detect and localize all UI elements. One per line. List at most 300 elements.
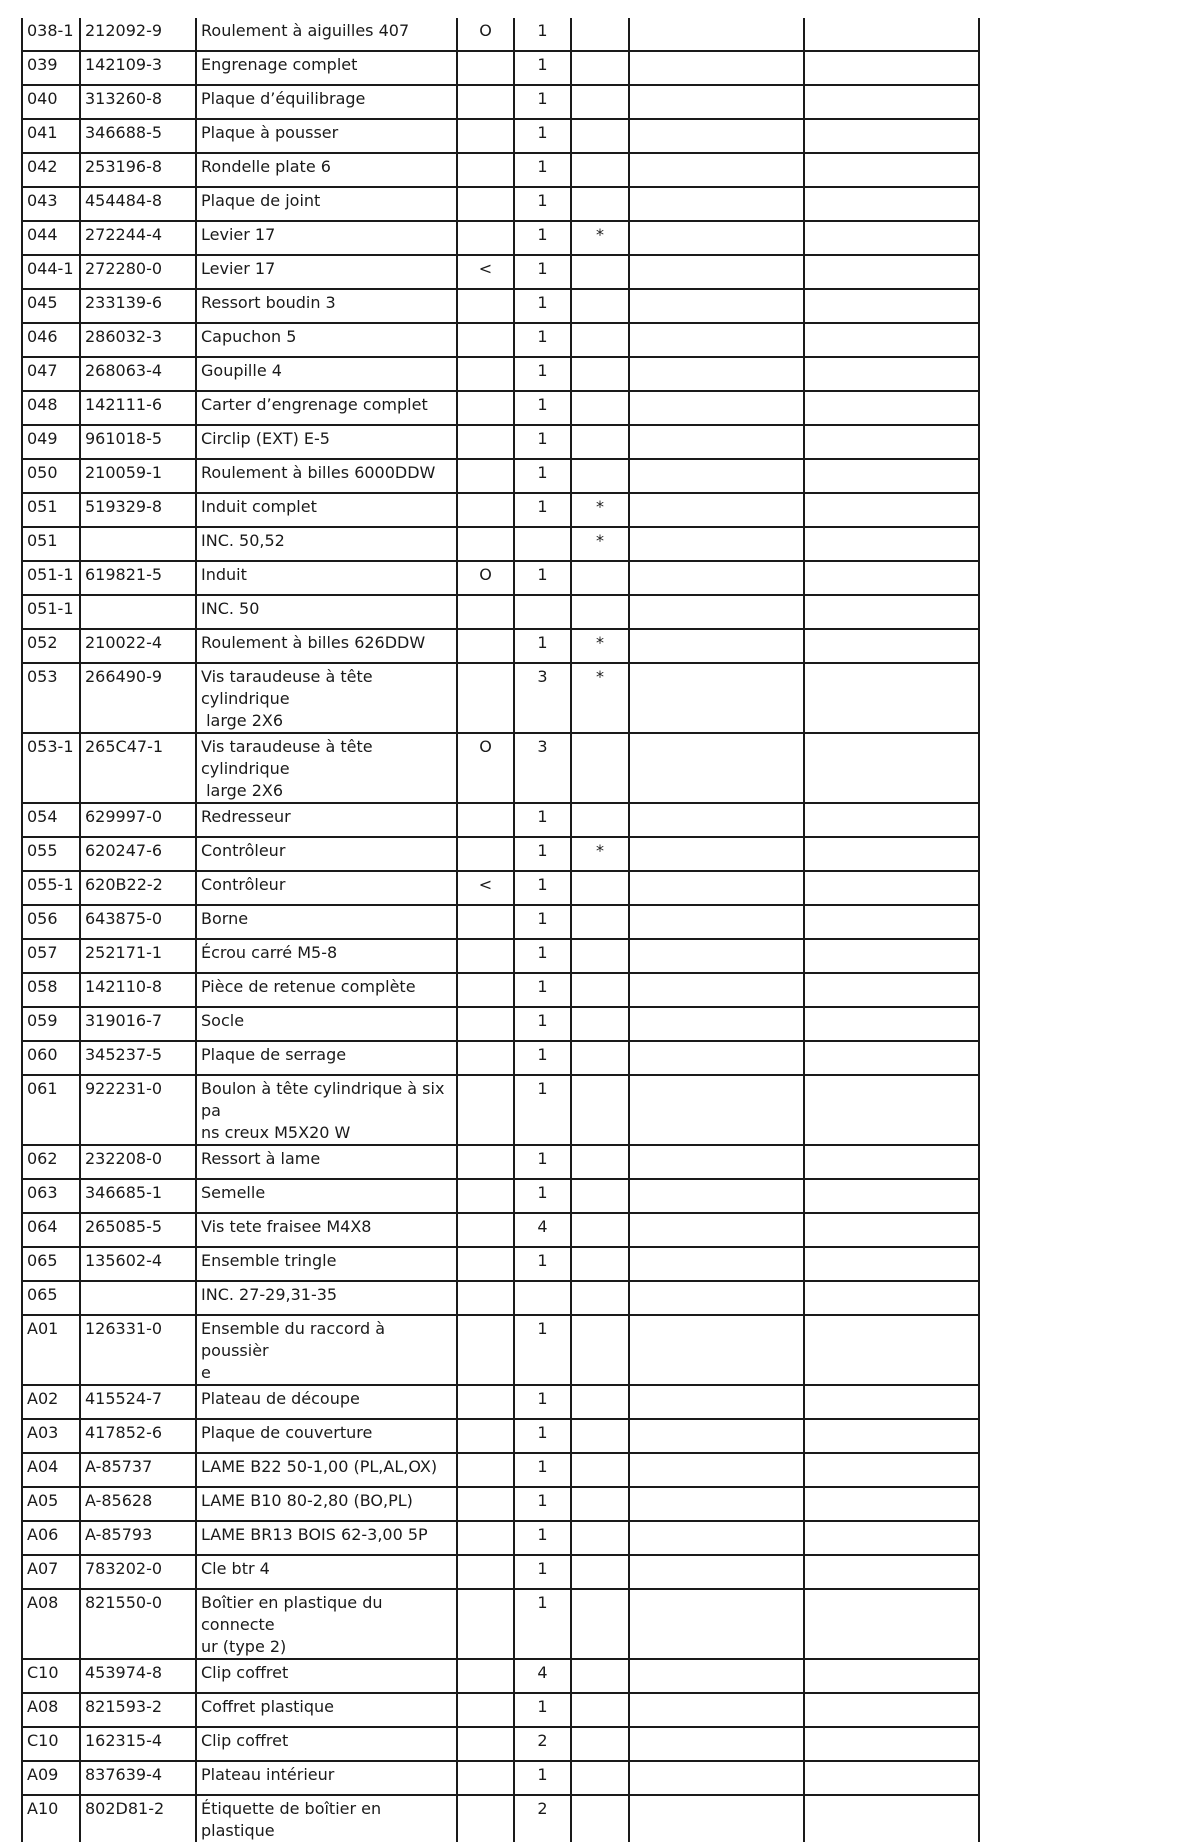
description-cell xyxy=(196,357,457,391)
quantity-cell: 2 xyxy=(514,1727,571,1761)
ref-number-cell: A02 xyxy=(22,1385,80,1419)
blank-cell xyxy=(629,187,804,221)
ref-number-cell: 064 xyxy=(22,1213,80,1247)
table-row xyxy=(22,187,979,221)
description-line: Clip coffret xyxy=(201,1731,289,1750)
quantity-cell: 4 xyxy=(514,1659,571,1693)
description-cell xyxy=(196,1487,457,1521)
quantity-cell: 1 xyxy=(514,153,571,187)
blank-cell xyxy=(629,119,804,153)
part-number-cell: 837639-4 xyxy=(80,1761,196,1795)
description-line: Induit complet xyxy=(201,497,317,516)
description-line: Écrou carré M5-8 xyxy=(201,943,338,962)
note-mark-cell: * xyxy=(571,527,629,561)
quantity-cell: 1 xyxy=(514,357,571,391)
change-flag-cell: O xyxy=(457,18,514,51)
change-flag-cell xyxy=(457,837,514,871)
change-flag-cell xyxy=(457,1315,514,1385)
note-mark-cell: * xyxy=(571,221,629,255)
note-mark-cell xyxy=(571,1521,629,1555)
change-flag-cell xyxy=(457,357,514,391)
change-flag-cell xyxy=(457,1659,514,1693)
change-flag-cell xyxy=(457,85,514,119)
quantity-cell: 1 xyxy=(514,493,571,527)
change-flag-cell xyxy=(457,493,514,527)
quantity-cell: 1 xyxy=(514,187,571,221)
blank-cell xyxy=(629,1247,804,1281)
description-line: Engrenage complet xyxy=(201,55,358,74)
blank-cell xyxy=(629,459,804,493)
part-number-cell: A-85793 xyxy=(80,1521,196,1555)
description-line: INC. 50,52 xyxy=(201,531,285,550)
blank-cell xyxy=(804,803,979,837)
part-number-cell: 620247-6 xyxy=(80,837,196,871)
change-flag-cell xyxy=(457,905,514,939)
note-mark-cell xyxy=(571,1385,629,1419)
ref-number-cell: 055-1 xyxy=(22,871,80,905)
quantity-cell: 1 xyxy=(514,1179,571,1213)
quantity-cell: 1 xyxy=(514,871,571,905)
ref-number-cell: A04 xyxy=(22,1453,80,1487)
description-cell xyxy=(196,837,457,871)
quantity-cell: 1 xyxy=(514,459,571,493)
quantity-cell: 1 xyxy=(514,391,571,425)
description-line: Plateau intérieur xyxy=(201,1765,335,1784)
blank-cell xyxy=(804,18,979,51)
part-number-cell: 253196-8 xyxy=(80,153,196,187)
description-cell xyxy=(196,187,457,221)
quantity-cell: 1 xyxy=(514,1075,571,1145)
part-number-cell: 142109-3 xyxy=(80,51,196,85)
description-cell xyxy=(196,1247,457,1281)
note-mark-cell: * xyxy=(571,493,629,527)
part-number-cell: 783202-0 xyxy=(80,1555,196,1589)
ref-number-cell: 041 xyxy=(22,119,80,153)
part-number-cell: 821550-0 xyxy=(80,1589,196,1659)
table-row xyxy=(22,221,979,255)
ref-number-cell: 050 xyxy=(22,459,80,493)
change-flag-cell xyxy=(457,289,514,323)
table-row xyxy=(22,357,979,391)
blank-cell xyxy=(804,905,979,939)
table-row xyxy=(22,1795,979,1842)
table-row xyxy=(22,255,979,289)
description-line: Levier 17 xyxy=(201,225,276,244)
change-flag-cell: < xyxy=(457,255,514,289)
change-flag-cell xyxy=(457,323,514,357)
note-mark-cell: * xyxy=(571,629,629,663)
blank-cell xyxy=(804,527,979,561)
change-flag-cell xyxy=(457,459,514,493)
blank-cell xyxy=(804,1281,979,1315)
description-cell xyxy=(196,663,457,733)
part-number-cell: 272280-0 xyxy=(80,255,196,289)
blank-cell xyxy=(629,1693,804,1727)
note-mark-cell xyxy=(571,255,629,289)
quantity-cell: 1 xyxy=(514,1041,571,1075)
quantity-cell: 1 xyxy=(514,1487,571,1521)
quantity-cell: 1 xyxy=(514,905,571,939)
table-row xyxy=(22,18,979,51)
ref-number-cell: 057 xyxy=(22,939,80,973)
description-cell xyxy=(196,1589,457,1659)
description-line: LAME BR13 BOIS 62-3,00 5P xyxy=(201,1525,428,1544)
blank-cell xyxy=(804,561,979,595)
ref-number-cell: 038-1 xyxy=(22,18,80,51)
blank-cell xyxy=(804,391,979,425)
note-mark-cell xyxy=(571,1075,629,1145)
blank-cell xyxy=(804,1315,979,1385)
blank-cell xyxy=(629,18,804,51)
ref-number-cell: A06 xyxy=(22,1521,80,1555)
table-row xyxy=(22,733,979,803)
change-flag-cell xyxy=(457,1007,514,1041)
quantity-cell: 1 xyxy=(514,561,571,595)
blank-cell xyxy=(629,425,804,459)
blank-cell xyxy=(629,1589,804,1659)
blank-cell xyxy=(804,493,979,527)
description-cell xyxy=(196,1659,457,1693)
description-line: Induit xyxy=(201,565,247,584)
quantity-cell: 1 xyxy=(514,221,571,255)
ref-number-cell: A09 xyxy=(22,1761,80,1795)
table-row xyxy=(22,1247,979,1281)
table-row xyxy=(22,1693,979,1727)
part-number-cell: 272244-4 xyxy=(80,221,196,255)
note-mark-cell xyxy=(571,803,629,837)
blank-cell xyxy=(804,1487,979,1521)
change-flag-cell xyxy=(457,1487,514,1521)
ref-number-cell: 051 xyxy=(22,527,80,561)
ref-number-cell: A01 xyxy=(22,1315,80,1385)
part-number-cell: 961018-5 xyxy=(80,425,196,459)
description-line: Carter d’engrenage complet xyxy=(201,395,428,414)
part-number-cell: 265C47-1 xyxy=(80,733,196,803)
change-flag-cell xyxy=(457,391,514,425)
table-row xyxy=(22,1041,979,1075)
ref-number-cell: 053 xyxy=(22,663,80,733)
description-line: Borne xyxy=(201,909,249,928)
change-flag-cell xyxy=(457,1589,514,1659)
change-flag-cell xyxy=(457,595,514,629)
blank-cell xyxy=(629,255,804,289)
note-mark-cell xyxy=(571,391,629,425)
description-line: Semelle xyxy=(201,1183,266,1202)
ref-number-cell: 056 xyxy=(22,905,80,939)
change-flag-cell: O xyxy=(457,561,514,595)
blank-cell xyxy=(804,153,979,187)
change-flag-cell xyxy=(457,1419,514,1453)
description-line: Coffret plastique xyxy=(201,1697,335,1716)
note-mark-cell xyxy=(571,871,629,905)
blank-cell xyxy=(804,255,979,289)
part-number-cell: 268063-4 xyxy=(80,357,196,391)
description-cell xyxy=(196,803,457,837)
change-flag-cell: < xyxy=(457,871,514,905)
part-number-cell: A-85628 xyxy=(80,1487,196,1521)
part-number-cell: 313260-8 xyxy=(80,85,196,119)
description-line: Vis taraudeuse à tête cylindrique xyxy=(201,737,373,778)
change-flag-cell xyxy=(457,1693,514,1727)
part-number-cell: 922231-0 xyxy=(80,1075,196,1145)
part-number-cell: 142110-8 xyxy=(80,973,196,1007)
table-row xyxy=(22,1761,979,1795)
blank-cell xyxy=(629,493,804,527)
note-mark-cell xyxy=(571,357,629,391)
blank-cell xyxy=(804,1693,979,1727)
change-flag-cell xyxy=(457,1727,514,1761)
part-number-cell: 210059-1 xyxy=(80,459,196,493)
blank-cell xyxy=(629,973,804,1007)
blank-cell xyxy=(629,289,804,323)
description-line: Plaque de joint xyxy=(201,191,321,210)
table-row xyxy=(22,1419,979,1453)
note-mark-cell xyxy=(571,1281,629,1315)
blank-cell xyxy=(804,595,979,629)
table-row xyxy=(22,939,979,973)
blank-cell xyxy=(629,153,804,187)
description-cell xyxy=(196,493,457,527)
blank-cell xyxy=(804,1453,979,1487)
blank-cell xyxy=(804,425,979,459)
blank-cell xyxy=(804,187,979,221)
note-mark-cell xyxy=(571,1247,629,1281)
change-flag-cell xyxy=(457,1213,514,1247)
part-number-cell: 135602-4 xyxy=(80,1247,196,1281)
table-row xyxy=(22,85,979,119)
note-mark-cell: * xyxy=(571,837,629,871)
blank-cell xyxy=(629,391,804,425)
description-cell xyxy=(196,51,457,85)
note-mark-cell xyxy=(571,905,629,939)
change-flag-cell xyxy=(457,1247,514,1281)
ref-number-cell: 044 xyxy=(22,221,80,255)
change-flag-cell xyxy=(457,119,514,153)
table-row xyxy=(22,51,979,85)
quantity-cell: 1 xyxy=(514,51,571,85)
quantity-cell: 1 xyxy=(514,119,571,153)
ref-number-cell: 049 xyxy=(22,425,80,459)
table-row xyxy=(22,1727,979,1761)
blank-cell xyxy=(629,1521,804,1555)
blank-cell xyxy=(804,733,979,803)
part-number-cell: 620B22-2 xyxy=(80,871,196,905)
description-cell xyxy=(196,905,457,939)
table-row xyxy=(22,629,979,663)
note-mark-cell xyxy=(571,1761,629,1795)
blank-cell xyxy=(629,1213,804,1247)
part-number-cell: 252171-1 xyxy=(80,939,196,973)
description-cell xyxy=(196,595,457,629)
note-mark-cell xyxy=(571,1179,629,1213)
part-number-cell xyxy=(80,595,196,629)
part-number-cell: 232208-0 xyxy=(80,1145,196,1179)
description-cell xyxy=(196,733,457,803)
blank-cell xyxy=(629,1041,804,1075)
description-cell xyxy=(196,425,457,459)
quantity-cell: 1 xyxy=(514,289,571,323)
note-mark-cell xyxy=(571,459,629,493)
blank-cell xyxy=(629,1315,804,1385)
note-mark-cell xyxy=(571,1315,629,1385)
blank-cell xyxy=(804,1007,979,1041)
quantity-cell: 1 xyxy=(514,1315,571,1385)
quantity-cell: 3 xyxy=(514,733,571,803)
description-cell xyxy=(196,1693,457,1727)
description-line: Redresseur xyxy=(201,807,291,826)
ref-number-cell: 065 xyxy=(22,1281,80,1315)
description-cell xyxy=(196,871,457,905)
description-line: Boulon à tête cylindrique à six pa xyxy=(201,1079,445,1120)
blank-cell xyxy=(804,51,979,85)
description-line: Plaque d’équilibrage xyxy=(201,89,366,108)
change-flag-cell xyxy=(457,1555,514,1589)
part-number-cell: 629997-0 xyxy=(80,803,196,837)
ref-number-cell: 044-1 xyxy=(22,255,80,289)
quantity-cell: 1 xyxy=(514,1555,571,1589)
description-line: Ressort à lame xyxy=(201,1149,321,1168)
ref-number-cell: 042 xyxy=(22,153,80,187)
part-number-cell: 519329-8 xyxy=(80,493,196,527)
blank-cell xyxy=(629,1419,804,1453)
part-number-cell: 319016-7 xyxy=(80,1007,196,1041)
quantity-cell: 1 xyxy=(514,939,571,973)
description-line: Étiquette de boîtier en plastique xyxy=(201,1799,382,1840)
description-cell xyxy=(196,527,457,561)
blank-cell xyxy=(629,1179,804,1213)
blank-cell xyxy=(629,357,804,391)
ref-number-cell: 047 xyxy=(22,357,80,391)
description-cell xyxy=(196,1213,457,1247)
description-cell xyxy=(196,221,457,255)
description-cell xyxy=(196,629,457,663)
ref-number-cell: 051 xyxy=(22,493,80,527)
description-cell xyxy=(196,973,457,1007)
note-mark-cell xyxy=(571,187,629,221)
description-line: INC. 50 xyxy=(201,599,260,618)
ref-number-cell: 043 xyxy=(22,187,80,221)
ref-number-cell: 046 xyxy=(22,323,80,357)
table-row xyxy=(22,837,979,871)
description-cell xyxy=(196,1315,457,1385)
ref-number-cell: C10 xyxy=(22,1659,80,1693)
table-row xyxy=(22,1555,979,1589)
description-cell xyxy=(196,1385,457,1419)
description-line: Pièce de retenue complète xyxy=(201,977,416,996)
part-number-cell: 345237-5 xyxy=(80,1041,196,1075)
description-line: Cle btr 4 xyxy=(201,1559,270,1578)
change-flag-cell xyxy=(457,1795,514,1842)
part-number-cell: 802D81-2 xyxy=(80,1795,196,1842)
description-cell xyxy=(196,1145,457,1179)
note-mark-cell xyxy=(571,595,629,629)
table-row xyxy=(22,493,979,527)
part-number-cell: 142111-6 xyxy=(80,391,196,425)
change-flag-cell xyxy=(457,803,514,837)
description-cell xyxy=(196,85,457,119)
description-line: Socle xyxy=(201,1011,245,1030)
quantity-cell: 1 xyxy=(514,18,571,51)
table-row xyxy=(22,1281,979,1315)
description-line: Capuchon 5 xyxy=(201,327,297,346)
part-number-cell: 417852-6 xyxy=(80,1419,196,1453)
blank-cell xyxy=(629,1453,804,1487)
blank-cell xyxy=(804,289,979,323)
table-row xyxy=(22,527,979,561)
quantity-cell: 2 xyxy=(514,1795,571,1842)
note-mark-cell xyxy=(571,85,629,119)
ref-number-cell: 048 xyxy=(22,391,80,425)
note-mark-cell xyxy=(571,1453,629,1487)
description-line: Vis taraudeuse à tête cylindrique xyxy=(201,667,373,708)
quantity-cell: 1 xyxy=(514,1589,571,1659)
blank-cell xyxy=(629,939,804,973)
description-line: Ressort boudin 3 xyxy=(201,293,336,312)
part-number-cell: 619821-5 xyxy=(80,561,196,595)
blank-cell xyxy=(804,1075,979,1145)
quantity-cell: 1 xyxy=(514,1761,571,1795)
change-flag-cell xyxy=(457,1453,514,1487)
description-cell xyxy=(196,1041,457,1075)
description-line: Roulement à billes 6000DDW xyxy=(201,463,436,482)
part-number-cell: 265085-5 xyxy=(80,1213,196,1247)
change-flag-cell xyxy=(457,629,514,663)
quantity-cell: 1 xyxy=(514,1521,571,1555)
quantity-cell: 1 xyxy=(514,1693,571,1727)
description-cell xyxy=(196,1419,457,1453)
note-mark-cell xyxy=(571,1487,629,1521)
description-cell xyxy=(196,18,457,51)
quantity-cell xyxy=(514,595,571,629)
quantity-cell: 1 xyxy=(514,837,571,871)
table-row xyxy=(22,1179,979,1213)
description-cell xyxy=(196,289,457,323)
blank-cell xyxy=(804,119,979,153)
blank-cell xyxy=(629,663,804,733)
table-row xyxy=(22,391,979,425)
description-cell xyxy=(196,1727,457,1761)
table-row xyxy=(22,595,979,629)
blank-cell xyxy=(804,459,979,493)
part-number-cell: 126331-0 xyxy=(80,1315,196,1385)
blank-cell xyxy=(629,1007,804,1041)
description-cell xyxy=(196,561,457,595)
ref-number-cell: A08 xyxy=(22,1589,80,1659)
blank-cell xyxy=(629,905,804,939)
change-flag-cell xyxy=(457,527,514,561)
part-number-cell: 266490-9 xyxy=(80,663,196,733)
part-number-cell: 286032-3 xyxy=(80,323,196,357)
change-flag-cell: O xyxy=(457,733,514,803)
ref-number-cell: A07 xyxy=(22,1555,80,1589)
blank-cell xyxy=(804,663,979,733)
description-cell xyxy=(196,1453,457,1487)
note-mark-cell xyxy=(571,939,629,973)
blank-cell xyxy=(629,561,804,595)
table-row xyxy=(22,561,979,595)
blank-cell xyxy=(629,629,804,663)
table-row xyxy=(22,1487,979,1521)
change-flag-cell xyxy=(457,1521,514,1555)
table-row xyxy=(22,1385,979,1419)
table-row xyxy=(22,323,979,357)
note-mark-cell: * xyxy=(571,663,629,733)
description-line: Boîtier en plastique du connecte xyxy=(201,1593,383,1634)
part-number-cell: 454484-8 xyxy=(80,187,196,221)
table-row xyxy=(22,153,979,187)
ref-number-cell: 063 xyxy=(22,1179,80,1213)
blank-cell xyxy=(804,1419,979,1453)
